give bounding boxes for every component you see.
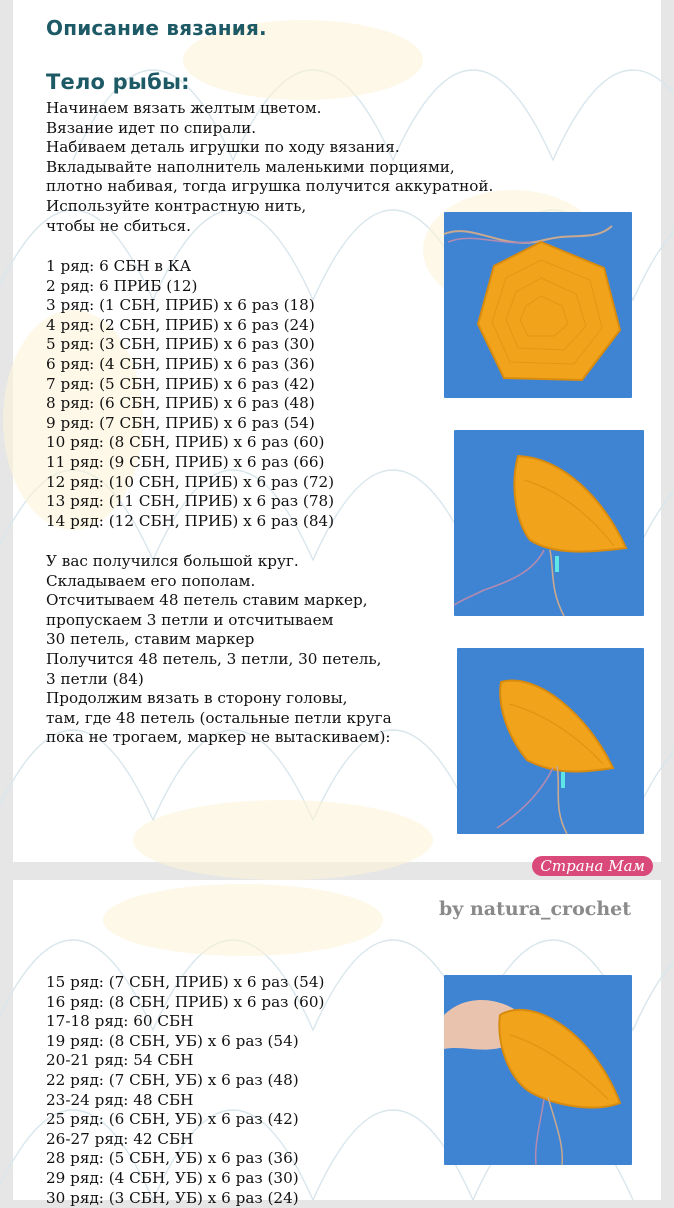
closing-line: У вас получился большой круг. (46, 552, 299, 570)
row-instruction: 7 ряд: (5 СБН, ПРИБ) х 6 раз (42) (46, 374, 315, 393)
row-instruction: 30 ряд: (3 СБН, УБ) х 6 раз (24) (46, 1188, 299, 1207)
intro-line: Используйте контрастную нить, (46, 196, 307, 215)
closing-line: Отсчитываем 48 петель ставим маркер, (46, 591, 368, 610)
row-instruction: 28 ряд: (5 СБН, УБ) х 6 раз (36) (46, 1149, 299, 1168)
row-instruction: 9 ряд: (7 СБН, ПРИБ) х 6 раз (54) (46, 413, 315, 432)
photo-stuffed-body (444, 975, 632, 1165)
row-instruction: 12 ряд: (10 СБН, ПРИБ) х 6 раз (72) (46, 472, 335, 491)
pattern-page-3 (13, 0, 661, 862)
row-list-continued (46, 973, 324, 1208)
row-instruction: 14 ряд: (12 СБН, ПРИБ) х 6 раз (84) (46, 511, 335, 530)
row-instruction: 22 ряд: (7 СБН, УБ) х 6 раз (48) (46, 1070, 299, 1089)
closing-line: там, где 48 петель (остальные петли круга (46, 708, 392, 727)
closing-line: Получится 48 петель, 3 петли, 30 петель, (46, 649, 382, 668)
row-instruction: 4 ряд: (2 СБН, ПРИБ) х 6 раз (24) (46, 315, 315, 334)
closing-line: пока не трогаем, маркер не вытаскиваем): (46, 728, 391, 747)
intro-line: Начинаем вязать желтым цветом. (46, 99, 322, 117)
author-credit: by natura_crochet (439, 898, 631, 920)
row-instruction: 13 ряд: (11 СБН, ПРИБ) х 6 раз (78) (46, 492, 335, 511)
row-instruction: 20-21 ряд: 54 СБН (46, 1051, 194, 1070)
document-heading: Описание вязания. (46, 16, 267, 40)
row-instruction: 10 ряд: (8 СБН, ПРИБ) х 6 раз (60) (46, 433, 325, 452)
closing-line: 30 петель, ставим маркер (46, 630, 255, 649)
row-instruction: 19 ряд: (8 СБН, УБ) х 6 раз (54) (46, 1031, 299, 1050)
row-instruction: 1 ряд: 6 СБН в КА (46, 257, 192, 275)
closing-line: 3 петли (84) (46, 669, 144, 688)
row-instruction: 5 ряд: (3 СБН, ПРИБ) х 6 раз (30) (46, 335, 315, 354)
row-instruction: 26-27 ряд: 42 СБН (46, 1129, 194, 1148)
intro-line: чтобы не сбиться. (46, 216, 191, 235)
row-instruction: 6 ряд: (4 СБН, ПРИБ) х 6 раз (36) (46, 354, 315, 373)
row-instruction: 17-18 ряд: 60 СБН (46, 1012, 194, 1031)
intro-line: Набиваем деталь игрушки по ходу вязания. (46, 138, 400, 157)
intro-line: Вязание идет по спирали. (46, 118, 257, 137)
closing-line: пропускаем 3 петли и отсчитываем (46, 610, 334, 629)
photo-folded-half (454, 430, 644, 616)
closing-text (46, 552, 392, 748)
row-instruction: 3 ряд: (1 СБН, ПРИБ) х 6 раз (18) (46, 296, 315, 315)
intro-line: Вкладывайте наполнитель маленькими порциями, (46, 157, 455, 176)
row-instruction: 11 ряд: (9 СБН, ПРИБ) х 6 раз (66) (46, 452, 325, 471)
closing-line: Складываем его пополам. (46, 571, 256, 590)
closing-line: Продолжим вязать в сторону головы, (46, 689, 348, 708)
pattern-page-4 (13, 857, 661, 1207)
row-list (46, 257, 334, 531)
row-instruction: 25 ряд: (6 СБН, УБ) х 6 раз (42) (46, 1110, 299, 1129)
intro-text (46, 99, 493, 236)
row-instruction: 15 ряд: (7 СБН, ПРИБ) х 6 раз (54) (46, 973, 325, 991)
section-title: Тело рыбы: (46, 70, 190, 94)
site-watermark: Страна Мам (532, 856, 653, 876)
row-instruction: 29 ряд: (4 СБН, УБ) х 6 раз (30) (46, 1168, 299, 1187)
row-instruction: 2 ряд: 6 ПРИБ (12) (46, 276, 198, 295)
row-instruction: 16 ряд: (8 СБН, ПРИБ) х 6 раз (60) (46, 992, 325, 1011)
row-instruction: 8 ряд: (6 СБН, ПРИБ) х 6 раз (48) (46, 394, 315, 413)
photo-folded-half-side (457, 648, 644, 834)
intro-line: плотно набивая, тогда игрушка получится аккуратной. (46, 177, 494, 196)
row-instruction: 23-24 ряд: 48 СБН (46, 1090, 194, 1109)
photo-flat-circle (444, 212, 632, 398)
